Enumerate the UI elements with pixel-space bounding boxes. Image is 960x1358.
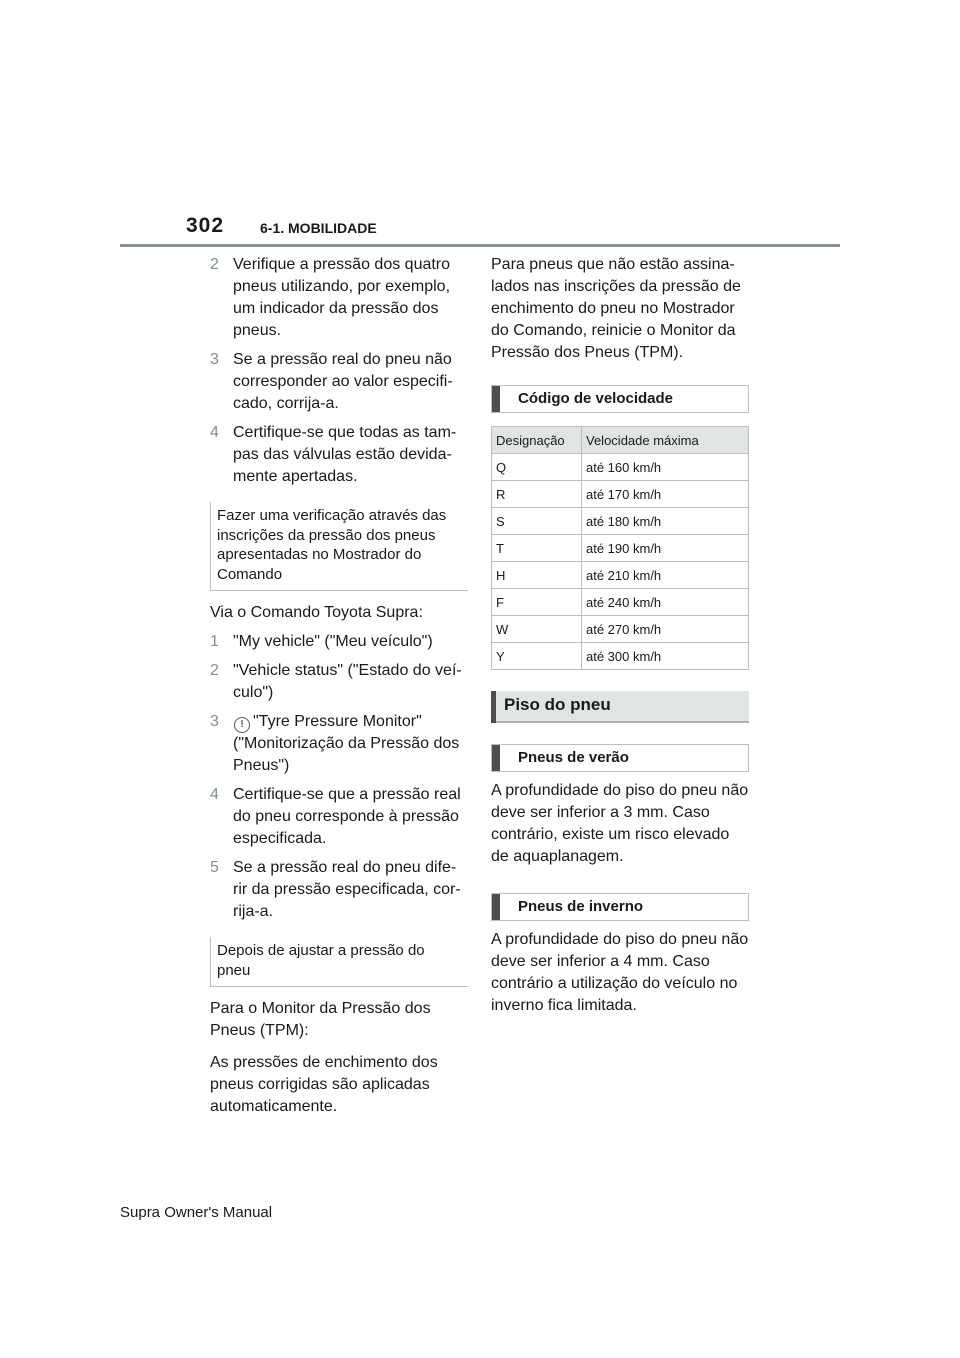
table-row — [492, 454, 749, 481]
step-item — [210, 631, 468, 653]
via-label: Via o Comando Toyota Supra: — [210, 604, 423, 621]
max-speed-cell: até 190 km/h — [582, 535, 749, 562]
winter-tyres-heading: Pneus de inverno — [491, 893, 749, 921]
step-text: Se a pressão real do pneu não corresponder ao valor especifi-cado, corrija-a. — [233, 351, 453, 412]
speed-code-cell: W — [492, 616, 582, 643]
header-rule — [120, 244, 840, 247]
step-item — [210, 784, 468, 850]
page-number: 302 — [186, 214, 225, 237]
table-row — [492, 481, 749, 508]
step-text-wrap — [233, 711, 468, 777]
summer-tyres-text: A profundidade do piso do pneu não deve ser inferior a 3 mm. Caso contrário, existe um risco elevado de aquaplanagem. — [491, 782, 749, 865]
auto-apply-paragraph: As pressões de enchimento dos pneus corrigidas são aplicadas automaticamente. — [210, 1054, 438, 1115]
speed-code-cell: T — [492, 535, 582, 562]
speed-code-cell: F — [492, 589, 582, 616]
table-row — [492, 589, 749, 616]
reset-intro-paragraph: Para pneus que não estão assina-lados nas inscrições da pressão de enchimento do pneu no Mostrador do Comando, reinicie o Monitor da Pressão dos Pneus (TPM). — [491, 256, 741, 361]
table-row — [492, 616, 749, 643]
note-inscriptions: Fazer uma verificação através das inscrições da pressão dos pneus apresentadas no Mostrador do Comando — [210, 502, 468, 591]
table-header-row — [492, 427, 749, 454]
speed-code-cell: Q — [492, 454, 582, 481]
speed-code-cell: Y — [492, 643, 582, 670]
speed-code-cell: H — [492, 562, 582, 589]
steps-list-b — [210, 631, 468, 704]
steps-list-c — [210, 784, 468, 923]
max-speed-cell: até 180 km/h — [582, 508, 749, 535]
step-text: "My vehicle" ("Meu veículo") — [233, 633, 433, 650]
winter-tyres-text: A profundidade do piso do pneu não deve ser inferior a 4 mm. Caso contrário a utilização do veículo no inverno fica limitada. — [491, 931, 749, 1014]
step-number: 2 — [210, 662, 219, 679]
step-number: 1 — [210, 633, 219, 650]
speed-code-heading: Código de velocidade — [491, 385, 749, 413]
step-number: 3 — [210, 351, 219, 368]
step-item — [210, 660, 468, 704]
step-text: Se a pressão real do pneu dife-rir da pressão especificada, cor-rija-a. — [233, 859, 461, 920]
step-number: 4 — [210, 786, 219, 803]
step-text: Certifique-se que todas as tam-pas das válvulas estão devida-mente apertadas. — [233, 424, 457, 485]
column-header: Velocidade máxima — [582, 427, 749, 454]
left-column — [210, 254, 468, 1125]
table-row — [492, 508, 749, 535]
table-row — [492, 643, 749, 670]
note-after-adjust: Depois de ajustar a pressão do pneu — [210, 937, 468, 987]
section-title: 6-1. MOBILIDADE — [260, 220, 377, 236]
tpm-paragraph: Para o Monitor da Pressão dos Pneus (TPM): — [210, 1000, 431, 1039]
step-text: Verifique a pressão dos quatro pneus utilizando, por exemplo, um indicador da pressão dos pneus. — [233, 256, 451, 339]
step-item — [210, 254, 468, 342]
max-speed-cell: até 240 km/h — [582, 589, 749, 616]
step-text: Certifique-se que a pressão real do pneu corresponde à pressão especificada. — [233, 786, 461, 847]
step-item — [210, 857, 468, 923]
step-number: 3 — [210, 713, 219, 730]
footer-text: Supra Owner's Manual — [120, 1204, 273, 1221]
speed-code-table — [491, 426, 749, 670]
step-text: "Tyre Pressure Monitor" ("Monitorização da Pressão dos Pneus") — [233, 713, 460, 774]
step-text: "Vehicle status" ("Estado do veí-culo") — [233, 662, 462, 701]
summer-tyres-heading: Pneus de verão — [491, 744, 749, 772]
table-row — [492, 535, 749, 562]
max-speed-cell: até 270 km/h — [582, 616, 749, 643]
max-speed-cell: até 160 km/h — [582, 454, 749, 481]
column-header: Designação — [492, 427, 582, 454]
tyre-warning-icon: ! — [234, 717, 250, 733]
step-number: 5 — [210, 859, 219, 876]
max-speed-cell: até 210 km/h — [582, 562, 749, 589]
step-number: 4 — [210, 424, 219, 441]
max-speed-cell: até 300 km/h — [582, 643, 749, 670]
steps-list-a — [210, 254, 468, 488]
step-number: 2 — [210, 256, 219, 273]
step-item — [210, 349, 468, 415]
speed-code-cell: S — [492, 508, 582, 535]
step-item — [210, 711, 468, 777]
table-row — [492, 562, 749, 589]
max-speed-cell: até 170 km/h — [582, 481, 749, 508]
step-item — [210, 422, 468, 488]
right-column — [491, 254, 749, 1024]
speed-code-cell: R — [492, 481, 582, 508]
tread-heading: Piso do pneu — [491, 691, 749, 723]
